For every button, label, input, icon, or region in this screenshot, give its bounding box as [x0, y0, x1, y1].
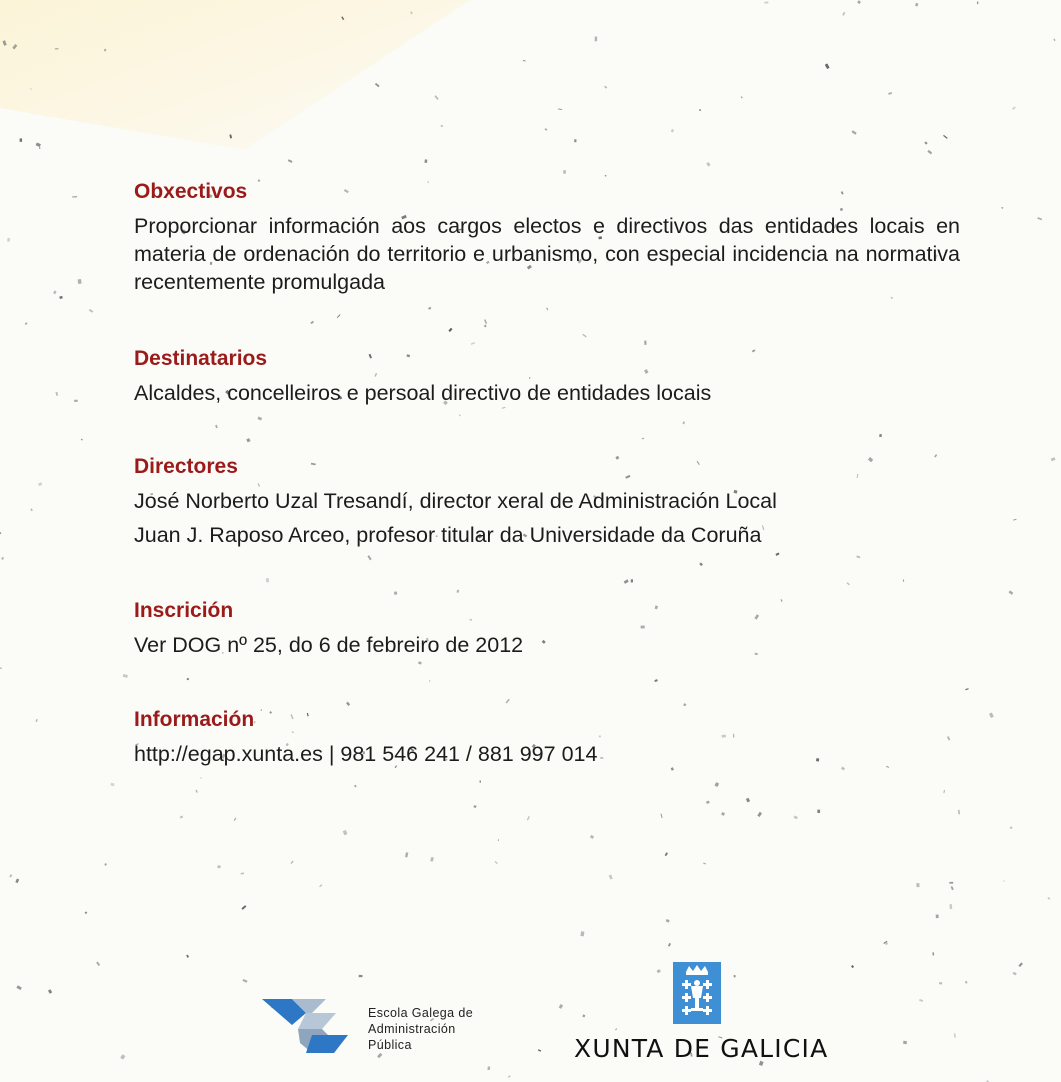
paper-speckle [527, 816, 530, 820]
paper-speckle [484, 324, 487, 327]
paper-speckle [775, 553, 779, 556]
paper-speckle [558, 108, 562, 110]
paper-speckle [699, 562, 703, 566]
paper-speckle [825, 63, 830, 69]
paper-speckle [538, 1049, 541, 1052]
paper-speckle [939, 982, 942, 984]
paper-speckle [25, 322, 28, 325]
paper-speckle [932, 952, 934, 955]
paper-speckle [977, 1, 978, 4]
paper-speckle [631, 579, 633, 582]
paper-speckle [120, 1054, 125, 1059]
paper-speckle [764, 2, 768, 4]
paper-speckle [341, 16, 344, 20]
paper-speckle [375, 83, 380, 87]
paper-speckle [74, 400, 78, 402]
paper-speckle [241, 905, 246, 910]
paper-speckle [919, 999, 923, 1002]
paper-speckle [394, 592, 397, 595]
paper-speckle [480, 780, 481, 782]
paper-speckle [428, 307, 431, 310]
paper-speckle [288, 159, 293, 163]
paper-speckle [484, 319, 487, 324]
paper-speckle [55, 392, 58, 396]
paper-speckle [2, 40, 6, 46]
paper-speckle [1, 557, 4, 560]
paper-speckle [951, 886, 954, 890]
paper-speckle [936, 915, 939, 919]
paper-speckle [200, 777, 202, 779]
paper-speckle [545, 128, 548, 131]
paper-speckle [757, 812, 762, 817]
paper-speckle [20, 138, 23, 141]
paper-speckle [958, 810, 960, 815]
paper-speckle [604, 86, 607, 89]
paper-speckle [1051, 457, 1056, 461]
paper-speckle [582, 334, 586, 338]
paper-speckle [257, 417, 262, 421]
paper-speckle [1009, 590, 1014, 594]
paper-speckle [16, 985, 21, 990]
paper-speckle [448, 328, 452, 332]
paper-speckle [72, 196, 77, 197]
paper-speckle [55, 48, 59, 50]
paper-speckle [429, 680, 430, 682]
paper-speckle [9, 874, 12, 877]
section-text: Alcaldes, concelleiros e persoal directivo de entidades locais [134, 381, 712, 405]
paper-speckle [96, 961, 100, 966]
paper-speckle [563, 170, 566, 174]
paper-speckle [104, 49, 106, 52]
paper-speckle [195, 790, 197, 793]
egap-mark-icon [262, 995, 362, 1055]
director-line: José Norberto Uzal Tresandí, director xeral de Administración Local [134, 489, 777, 513]
paper-speckle [410, 11, 413, 14]
section-inscricion [134, 597, 960, 659]
paper-speckle [456, 590, 459, 594]
xunta-coat-of-arms-icon [673, 962, 721, 1024]
paper-speckle [434, 95, 438, 100]
paper-speckle [36, 143, 41, 147]
paper-speckle [495, 861, 498, 864]
paper-speckle [965, 981, 968, 984]
section-heading: Inscrición [134, 599, 234, 622]
paper-speckle [852, 130, 857, 135]
paper-speckle [954, 1033, 956, 1037]
paper-speckle [418, 661, 422, 664]
section-heading: Destinatarios [134, 347, 268, 370]
paper-speckle [0, 667, 2, 669]
paper-speckle [104, 863, 106, 865]
paper-speckle [15, 879, 19, 884]
paper-speckle [1047, 897, 1050, 900]
paper-speckle [1018, 962, 1022, 967]
paper-speckle [580, 931, 584, 936]
egap-logo [262, 995, 502, 1061]
paper-speckle [949, 882, 953, 884]
paper-speckle [574, 139, 576, 142]
paper-speckle [36, 719, 38, 722]
paper-speckle [665, 852, 668, 856]
paper-speckle [703, 863, 706, 865]
paper-speckle [473, 805, 476, 808]
paper-speckle [354, 785, 357, 788]
paper-speckle [85, 911, 88, 914]
paper-speckle [1001, 207, 1003, 209]
paper-speckle [78, 279, 82, 284]
paper-speckle [924, 141, 927, 144]
paper-speckle [1053, 39, 1055, 42]
paper-speckle [234, 818, 237, 821]
paper-speckle [290, 861, 293, 865]
paper-speckle [706, 801, 710, 804]
paper-speckle [888, 92, 892, 95]
paper-speckle [857, 0, 861, 4]
paper-speckle [1003, 880, 1005, 882]
paper-speckle [903, 1041, 907, 1045]
paper-speckle [498, 839, 499, 841]
paper-speckle [38, 482, 42, 486]
paper-speckle [343, 830, 348, 835]
paper-speckle [30, 508, 33, 511]
paper-speckle [590, 835, 594, 839]
paper-speckle [459, 415, 461, 417]
paper-speckle [671, 129, 674, 132]
contact-info: http://egap.xunta.es | 981 546 241 / 881 997 014 [134, 742, 598, 766]
paper-speckle [7, 238, 10, 242]
paper-speckle [180, 816, 183, 819]
paper-speckle [559, 1004, 563, 1009]
paper-speckle [505, 699, 509, 704]
paper-speckle [30, 88, 31, 89]
paper-speckle [851, 965, 854, 968]
paper-speckle [706, 162, 710, 167]
director-line: Juan J. Raposo Arceo, profesor titular da Universidade da Coruña [134, 523, 762, 547]
section-text: Ver DOG nº 25, do 6 de febreiro de 2012 [134, 633, 524, 657]
paper-speckle [682, 421, 685, 424]
paper-speckle [430, 857, 434, 862]
paper-speckle [660, 814, 662, 818]
paper-speckle [654, 679, 657, 682]
paper-speckle [441, 125, 443, 126]
paper-speckle [989, 712, 994, 717]
paper-speckle [0, 532, 1, 536]
paper-speckle [943, 790, 944, 793]
egap-name-line: Pública [368, 1038, 412, 1052]
paper-speckle [246, 438, 250, 442]
paper-speckle [714, 782, 719, 787]
paper-speckle [794, 815, 798, 819]
paper-speckle [842, 12, 845, 16]
paper-speckle [624, 579, 629, 584]
xunta-name: XUNTA DE GALICIA [574, 1034, 829, 1063]
paper-speckle [741, 96, 743, 98]
paper-speckle [123, 674, 128, 678]
paper-speckle [642, 438, 644, 440]
paper-speckle [502, 407, 506, 409]
paper-speckle [39, 147, 41, 149]
paper-speckle [319, 884, 322, 887]
section-directores [134, 453, 960, 549]
paper-speckle [605, 175, 607, 177]
section-text: Proporcionar información aos cargos electos e directivos das entidades locais en materia de ordenación do territorio e urbanismo, con especial incidencia na normativa recentemente promulgada [134, 214, 960, 294]
paper-speckle [609, 874, 613, 879]
egap-name-line: Administración [368, 1022, 456, 1036]
paper-speckle [359, 975, 363, 977]
paper-speckle [241, 872, 245, 874]
paper-speckle [846, 582, 849, 585]
paper-speckle [48, 989, 52, 994]
paper-speckle [405, 852, 408, 857]
paper-speckle [546, 307, 548, 310]
paper-speckle [949, 904, 952, 909]
paper-speckle [879, 434, 882, 437]
egap-name-line: Escola Galega de [368, 1006, 474, 1020]
paper-speckle [666, 919, 670, 923]
paper-speckle [943, 135, 948, 139]
paper-speckle [424, 159, 427, 163]
paper-speckle [965, 688, 968, 690]
paper-speckle [487, 1066, 490, 1070]
paper-speckle [310, 321, 314, 324]
xunta-logo [570, 962, 830, 1062]
paper-speckle [1037, 217, 1042, 220]
paper-speckle [12, 44, 17, 50]
paper-speckle [53, 290, 56, 294]
paper-speckle [337, 314, 341, 318]
paper-speckle [229, 134, 232, 138]
paper-speckle [243, 979, 248, 983]
paper-speckle [81, 439, 82, 440]
section-informacion [134, 706, 960, 768]
paper-speckle [187, 678, 190, 680]
egap-name [368, 1005, 473, 1053]
paper-speckle [215, 425, 218, 428]
paper-speckle [903, 579, 904, 582]
paper-speckle [110, 783, 114, 787]
section-heading: Información [134, 708, 255, 731]
paper-speckle [856, 555, 860, 558]
paper-speckle [1010, 826, 1013, 829]
section-destinatarios [134, 345, 960, 407]
paper-speckle [916, 883, 919, 887]
paper-speckle [1013, 972, 1017, 976]
paper-speckle [89, 309, 94, 313]
paper-speckle [217, 865, 220, 868]
paper-speckle [186, 955, 189, 958]
paper-speckle [1013, 519, 1017, 521]
paper-speckle [746, 798, 750, 803]
paper-speckle [891, 297, 893, 299]
paper-speckle [508, 1075, 511, 1077]
paper-speckle [817, 810, 820, 813]
paper-speckle [266, 578, 269, 582]
paper-speckle [59, 296, 62, 299]
paper-speckle [523, 60, 526, 62]
paper-speckle [721, 812, 725, 816]
paper-speckle [668, 943, 671, 947]
section-heading: Directores [134, 455, 238, 478]
paper-speckle [1012, 106, 1016, 110]
paper-speckle [699, 109, 701, 111]
paper-speckle [595, 37, 598, 42]
paper-speckle [927, 150, 932, 154]
section-heading: Obxectivos [134, 180, 248, 203]
paper-speckle [367, 555, 371, 560]
section-obxectivos [134, 178, 960, 296]
paper-speckle [915, 3, 918, 7]
